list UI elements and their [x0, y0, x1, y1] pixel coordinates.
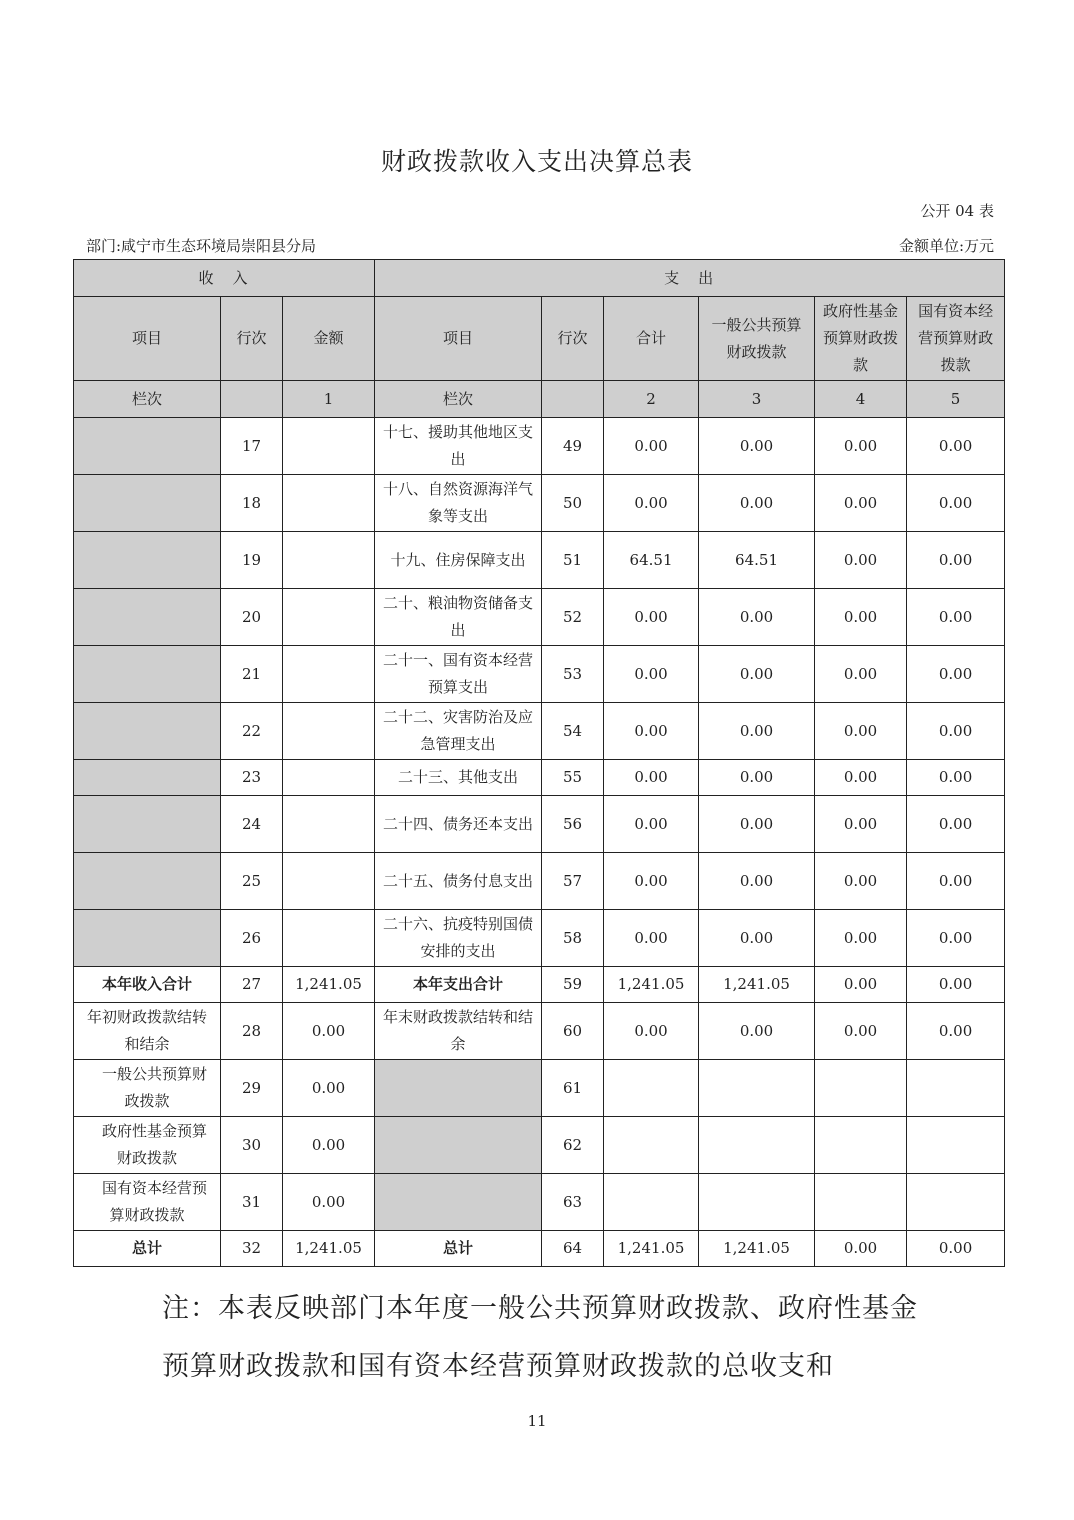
table-row [74, 1117, 1005, 1174]
expense-item-cell: 二十四、债务还本支出 [375, 796, 542, 853]
expense-col-blank [542, 381, 604, 418]
income-item-cell: 国有资本经营预算财政拨款 [74, 1174, 221, 1231]
income-row-no-cell: 17 [221, 418, 283, 475]
income-row-no-cell: 25 [221, 853, 283, 910]
expense-item-cell: 十八、自然资源海洋气象等支出 [375, 475, 542, 532]
soe-budget-cell: 0.00 [907, 760, 1005, 796]
soe-budget-cell: 0.00 [907, 703, 1005, 760]
expense-row-no-cell: 54 [542, 703, 604, 760]
general-budget-cell: 1,241.05 [699, 1231, 815, 1267]
income-col-blank [221, 381, 283, 418]
page-number: 11 [527, 1412, 547, 1430]
table-row [74, 967, 1005, 1003]
income-amount-cell [283, 760, 375, 796]
expense-item-cell: 二十六、抗疫特别国债安排的支出 [375, 910, 542, 967]
income-row-no-cell: 21 [221, 646, 283, 703]
income-amount-cell: 0.00 [283, 1060, 375, 1117]
income-amount-cell: 0.00 [283, 1174, 375, 1231]
income-item-cell [74, 703, 221, 760]
fund-budget-cell: 0.00 [815, 703, 907, 760]
income-row-no-cell: 30 [221, 1117, 283, 1174]
col-index-5: 5 [907, 381, 1005, 418]
expense-col-label: 栏次 [375, 381, 542, 418]
table-row [74, 589, 1005, 646]
income-row-no-cell: 24 [221, 796, 283, 853]
unit-label: 金额单位:万元 [898, 237, 994, 255]
total-cell: 0.00 [604, 910, 699, 967]
general-budget-cell: 64.51 [699, 532, 815, 589]
expense-item-cell: 本年支出合计 [375, 967, 542, 1003]
expense-row-no-cell: 56 [542, 796, 604, 853]
income-amount-cell [283, 853, 375, 910]
soe-budget-cell: 0.00 [907, 646, 1005, 703]
expense-row-no-cell: 63 [542, 1174, 604, 1231]
expense-item-cell: 二十三、其他支出 [375, 760, 542, 796]
expense-row-no-cell: 51 [542, 532, 604, 589]
fund-budget-cell: 0.00 [815, 475, 907, 532]
soe-budget-cell: 0.00 [907, 418, 1005, 475]
expense-item-cell: 二十一、国有资本经营预算支出 [375, 646, 542, 703]
income-item-cell [74, 532, 221, 589]
soe-budget-cell: 0.00 [907, 796, 1005, 853]
general-budget-cell: 0.00 [699, 760, 815, 796]
income-item-cell [74, 646, 221, 703]
soe-budget-cell: 0.00 [907, 853, 1005, 910]
general-budget-cell [699, 1060, 815, 1117]
fund-budget-cell [815, 1117, 907, 1174]
general-budget-cell: 0.00 [699, 796, 815, 853]
soe-budget-header: 国有资本经营预算财政拨款 [907, 297, 1005, 381]
header-row-column-index [74, 381, 1005, 418]
expense-row-no-header: 行次 [542, 297, 604, 381]
expense-row-no-cell: 50 [542, 475, 604, 532]
fund-budget-cell: 0.00 [815, 967, 907, 1003]
expense-item-cell: 二十二、灾害防治及应急管理支出 [375, 703, 542, 760]
total-cell: 0.00 [604, 1003, 699, 1060]
general-budget-cell: 0.00 [699, 853, 815, 910]
soe-budget-cell: 0.00 [907, 532, 1005, 589]
table-row [74, 1231, 1005, 1267]
expense-row-no-cell: 57 [542, 853, 604, 910]
department-label: 部门:咸宁市生态环境局崇阳县分局 [86, 237, 317, 255]
expense-item-cell [375, 1174, 542, 1231]
expense-row-no-cell: 64 [542, 1231, 604, 1267]
expense-header: 支 出 [375, 260, 1005, 297]
income-item-cell: 一般公共预算财政拨款 [74, 1060, 221, 1117]
income-amount-cell: 1,241.05 [283, 1231, 375, 1267]
general-budget-cell [699, 1174, 815, 1231]
income-item-cell [74, 796, 221, 853]
income-item-cell [74, 760, 221, 796]
general-budget-cell: 0.00 [699, 703, 815, 760]
header-row-sections [74, 260, 1005, 297]
table-row [74, 703, 1005, 760]
fund-budget-cell: 0.00 [815, 1003, 907, 1060]
soe-budget-cell [907, 1174, 1005, 1231]
fund-budget-cell: 0.00 [815, 910, 907, 967]
income-row-no-cell: 31 [221, 1174, 283, 1231]
income-row-no-cell: 26 [221, 910, 283, 967]
general-budget-cell [699, 1117, 815, 1174]
general-budget-header: 一般公共预算财政拨款 [699, 297, 815, 381]
income-header: 收 入 [74, 260, 375, 297]
appropriation-table [73, 259, 1005, 1267]
soe-budget-cell: 0.00 [907, 910, 1005, 967]
soe-budget-cell [907, 1060, 1005, 1117]
table-note: 注：本表反映部门本年度一般公共预算财政拨款、政府性基金预算财政拨款和国有资本经营预算财政拨款的总收支和 [162, 1293, 918, 1382]
income-row-no-cell: 28 [221, 1003, 283, 1060]
expense-item-header: 项目 [375, 297, 542, 381]
table-row [74, 1174, 1005, 1231]
income-amount-cell [283, 910, 375, 967]
total-cell [604, 1174, 699, 1231]
income-row-no-cell: 23 [221, 760, 283, 796]
income-amount-cell [283, 418, 375, 475]
income-item-cell: 年初财政拨款结转和结余 [74, 1003, 221, 1060]
soe-budget-cell: 0.00 [907, 589, 1005, 646]
expense-row-no-cell: 52 [542, 589, 604, 646]
income-amount-header: 金额 [283, 297, 375, 381]
income-row-no-header: 行次 [221, 297, 283, 381]
income-amount-cell [283, 646, 375, 703]
table-row [74, 418, 1005, 475]
expense-row-no-cell: 53 [542, 646, 604, 703]
fund-budget-cell: 0.00 [815, 418, 907, 475]
total-cell: 0.00 [604, 589, 699, 646]
general-budget-cell: 0.00 [699, 475, 815, 532]
expense-item-cell: 总计 [375, 1231, 542, 1267]
income-amount-cell [283, 703, 375, 760]
page-title: 财政拨款收入支出决算总表 [380, 147, 693, 176]
income-item-cell [74, 910, 221, 967]
total-cell: 0.00 [604, 418, 699, 475]
expense-item-cell: 二十五、债务付息支出 [375, 853, 542, 910]
soe-budget-cell: 0.00 [907, 1003, 1005, 1060]
expense-row-no-cell: 61 [542, 1060, 604, 1117]
income-row-no-cell: 22 [221, 703, 283, 760]
table-row [74, 853, 1005, 910]
fund-budget-cell: 0.00 [815, 646, 907, 703]
col-index-3: 3 [699, 381, 815, 418]
general-budget-cell: 0.00 [699, 418, 815, 475]
expense-item-cell: 二十、粮油物资储备支出 [375, 589, 542, 646]
income-item-header: 项目 [74, 297, 221, 381]
total-cell: 0.00 [604, 760, 699, 796]
income-item-cell [74, 418, 221, 475]
expense-row-no-cell: 58 [542, 910, 604, 967]
income-amount-cell [283, 796, 375, 853]
expense-row-no-cell: 49 [542, 418, 604, 475]
soe-budget-cell: 0.00 [907, 475, 1005, 532]
table-row [74, 760, 1005, 796]
table-row [74, 532, 1005, 589]
form-number: 公开 04 表 [920, 202, 994, 220]
total-cell [604, 1117, 699, 1174]
soe-budget-cell: 0.00 [907, 1231, 1005, 1267]
expense-item-cell: 十七、援助其他地区支出 [375, 418, 542, 475]
income-amount-cell [283, 475, 375, 532]
table-row [74, 1060, 1005, 1117]
general-budget-cell: 0.00 [699, 910, 815, 967]
income-row-no-cell: 20 [221, 589, 283, 646]
income-amount-cell [283, 532, 375, 589]
total-cell: 1,241.05 [604, 967, 699, 1003]
expense-row-no-cell: 60 [542, 1003, 604, 1060]
total-cell: 0.00 [604, 703, 699, 760]
fund-budget-cell [815, 1060, 907, 1117]
expense-item-cell: 年末财政拨款结转和结余 [375, 1003, 542, 1060]
total-cell: 0.00 [604, 646, 699, 703]
general-budget-cell: 0.00 [699, 1003, 815, 1060]
expense-row-no-cell: 55 [542, 760, 604, 796]
expense-row-no-cell: 62 [542, 1117, 604, 1174]
fund-budget-cell: 0.00 [815, 796, 907, 853]
total-cell: 64.51 [604, 532, 699, 589]
table-row [74, 475, 1005, 532]
col-index-1: 1 [283, 381, 375, 418]
table-row [74, 910, 1005, 967]
general-budget-cell: 1,241.05 [699, 967, 815, 1003]
table-row [74, 796, 1005, 853]
soe-budget-cell: 0.00 [907, 967, 1005, 1003]
fund-budget-header: 政府性基金预算财政拨款 [815, 297, 907, 381]
income-row-no-cell: 18 [221, 475, 283, 532]
income-amount-cell: 0.00 [283, 1117, 375, 1174]
income-row-no-cell: 27 [221, 967, 283, 1003]
expense-item-cell: 十九、住房保障支出 [375, 532, 542, 589]
fund-budget-cell: 0.00 [815, 532, 907, 589]
total-cell: 0.00 [604, 853, 699, 910]
income-item-cell [74, 475, 221, 532]
income-item-cell [74, 853, 221, 910]
income-col-label: 栏次 [74, 381, 221, 418]
total-cell: 1,241.05 [604, 1231, 699, 1267]
table-row [74, 1003, 1005, 1060]
total-header: 合计 [604, 297, 699, 381]
fund-budget-cell: 0.00 [815, 760, 907, 796]
fund-budget-cell [815, 1174, 907, 1231]
table-row [74, 646, 1005, 703]
income-row-no-cell: 32 [221, 1231, 283, 1267]
income-amount-cell: 0.00 [283, 1003, 375, 1060]
total-cell: 0.00 [604, 796, 699, 853]
income-item-cell: 本年收入合计 [74, 967, 221, 1003]
col-index-2: 2 [604, 381, 699, 418]
income-item-cell [74, 589, 221, 646]
total-cell: 0.00 [604, 475, 699, 532]
header-row-columns [74, 297, 1005, 381]
fund-budget-cell: 0.00 [815, 853, 907, 910]
expense-item-cell [375, 1060, 542, 1117]
col-index-4: 4 [815, 381, 907, 418]
general-budget-cell: 0.00 [699, 589, 815, 646]
income-row-no-cell: 19 [221, 532, 283, 589]
soe-budget-cell [907, 1117, 1005, 1174]
income-item-cell: 总计 [74, 1231, 221, 1267]
income-amount-cell [283, 589, 375, 646]
general-budget-cell: 0.00 [699, 646, 815, 703]
fund-budget-cell: 0.00 [815, 1231, 907, 1267]
income-row-no-cell: 29 [221, 1060, 283, 1117]
income-amount-cell: 1,241.05 [283, 967, 375, 1003]
fund-budget-cell: 0.00 [815, 589, 907, 646]
expense-row-no-cell: 59 [542, 967, 604, 1003]
expense-item-cell [375, 1117, 542, 1174]
total-cell [604, 1060, 699, 1117]
income-item-cell: 政府性基金预算财政拨款 [74, 1117, 221, 1174]
